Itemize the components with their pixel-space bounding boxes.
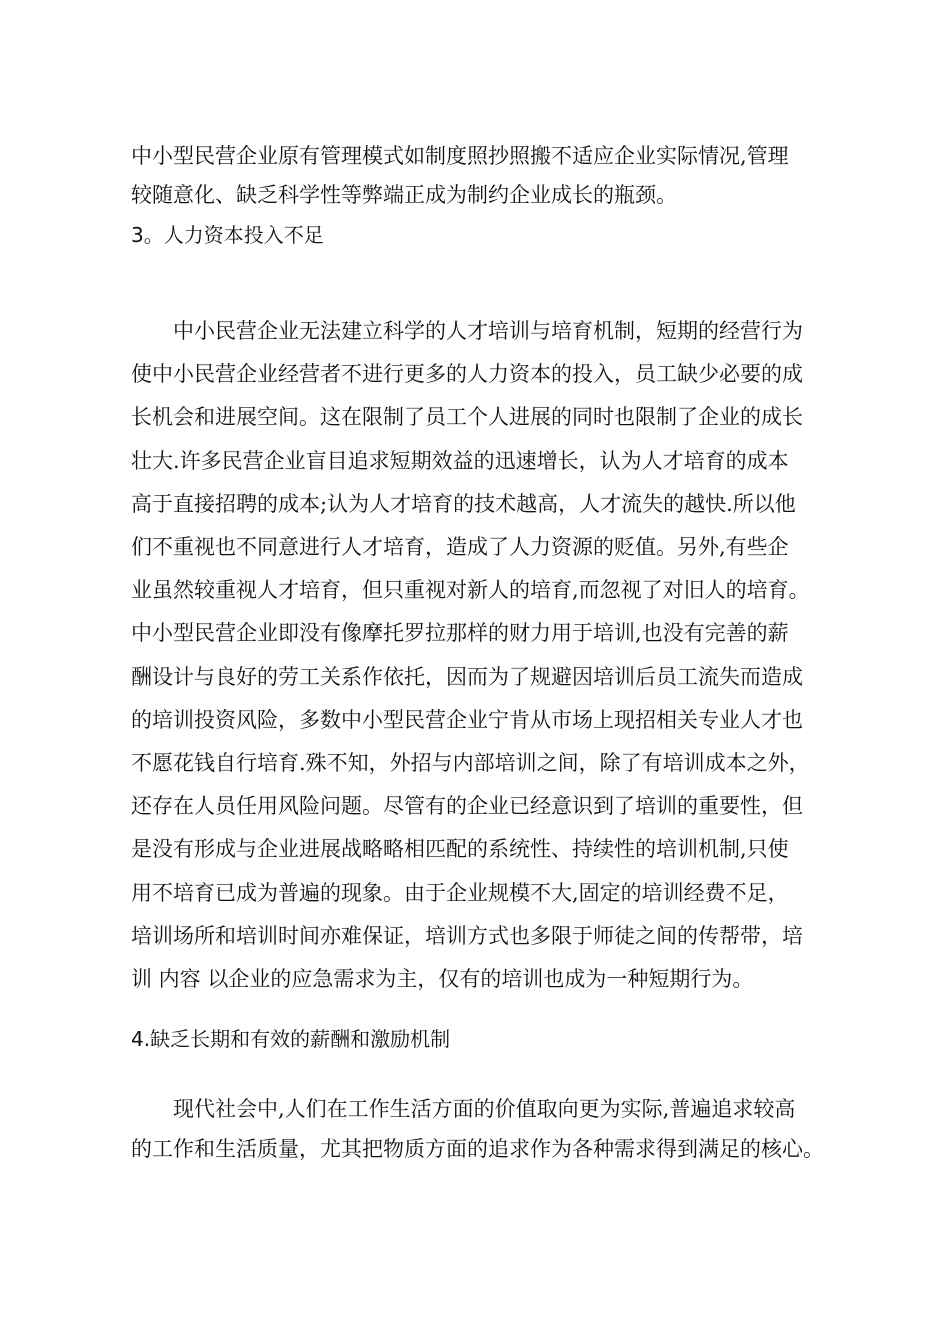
paragraph-line: 训 内容 以企业的应急需求为主，仅有的培训也成为一种短期行为。	[131, 967, 754, 991]
paragraph-line: 壮大.许多民营企业盲目追求短期效益的迅速增长，认为人才培育的成本	[131, 448, 789, 473]
paragraph-line: 使中小民营企业经营者不进行更多的人力资本的投入，员工缺少必要的成	[131, 362, 803, 387]
paragraph-line: 还存在人员任用风险问题。尽管有的企业已经意识到了培训的重要性，但	[131, 794, 803, 819]
paragraph-line: 用不培育已成为普遍的现象。由于企业规模不大,固定的培训经费不足，	[131, 880, 789, 905]
section-heading-4: 4.缺乏长期和有效的薪酬和激励机制	[131, 1027, 451, 1051]
paragraph-line: 的工作和生活质量，尤其把物质方面的追求作为各种需求得到满足的核心。	[131, 1137, 824, 1161]
paragraph-line: 较随意化、缺乏科学性等弊端正成为制约企业成长的瓶颈。	[131, 183, 677, 207]
paragraph-line: 中小型民营企业原有管理模式如制度照抄照搬不适应企业实际情况,管理	[131, 144, 789, 168]
section-heading-3: 3。人力资本投入不足	[131, 223, 324, 247]
paragraph-line: 的培训投资风险，多数中小型民营企业宁肯从市场上现招相关专业人才也	[131, 707, 803, 732]
paragraph-line: 高于直接招聘的成本;认为人才培育的技术越高，人才流失的越快.所以他	[131, 491, 796, 516]
paragraph-line: 不愿花钱自行培育.殊不知，外招与内部培训之间，除了有培训成本之外，	[131, 751, 810, 775]
paragraph-line: 中小型民营企业即没有像摩托罗拉那样的财力用于培训,也没有完善的薪	[131, 621, 789, 646]
paragraph-line: 中小民营企业无法建立科学的人才培训与培育机制，短期的经营行为	[173, 319, 803, 343]
paragraph-line: 是没有形成与企业进展战略略相匹配的系统性、持续性的培训机制,只使	[131, 837, 789, 862]
paragraph-line: 培训场所和培训时间亦难保证，培训方式也多限于师徒之间的传帮带，培	[131, 923, 803, 948]
paragraph-line: 现代社会中,人们在工作生活方面的价值取向更为实际,普遍追求较高	[173, 1097, 796, 1121]
paragraph-line: 业虽然较重视人才培育，但只重视对新人的培育,而忽视了对旧人的培育。	[131, 578, 810, 603]
paragraph-line: 长机会和进展空间。这在限制了员工个人进展的同时也限制了企业的成长	[131, 405, 803, 430]
paragraph-line: 们不重视也不同意进行人才培育，造成了人力资源的贬值。另外,有些企	[131, 535, 789, 559]
paragraph-line: 酬设计与良好的劳工关系作依托，因而为了规避因培训后员工流失而造成	[131, 664, 803, 689]
